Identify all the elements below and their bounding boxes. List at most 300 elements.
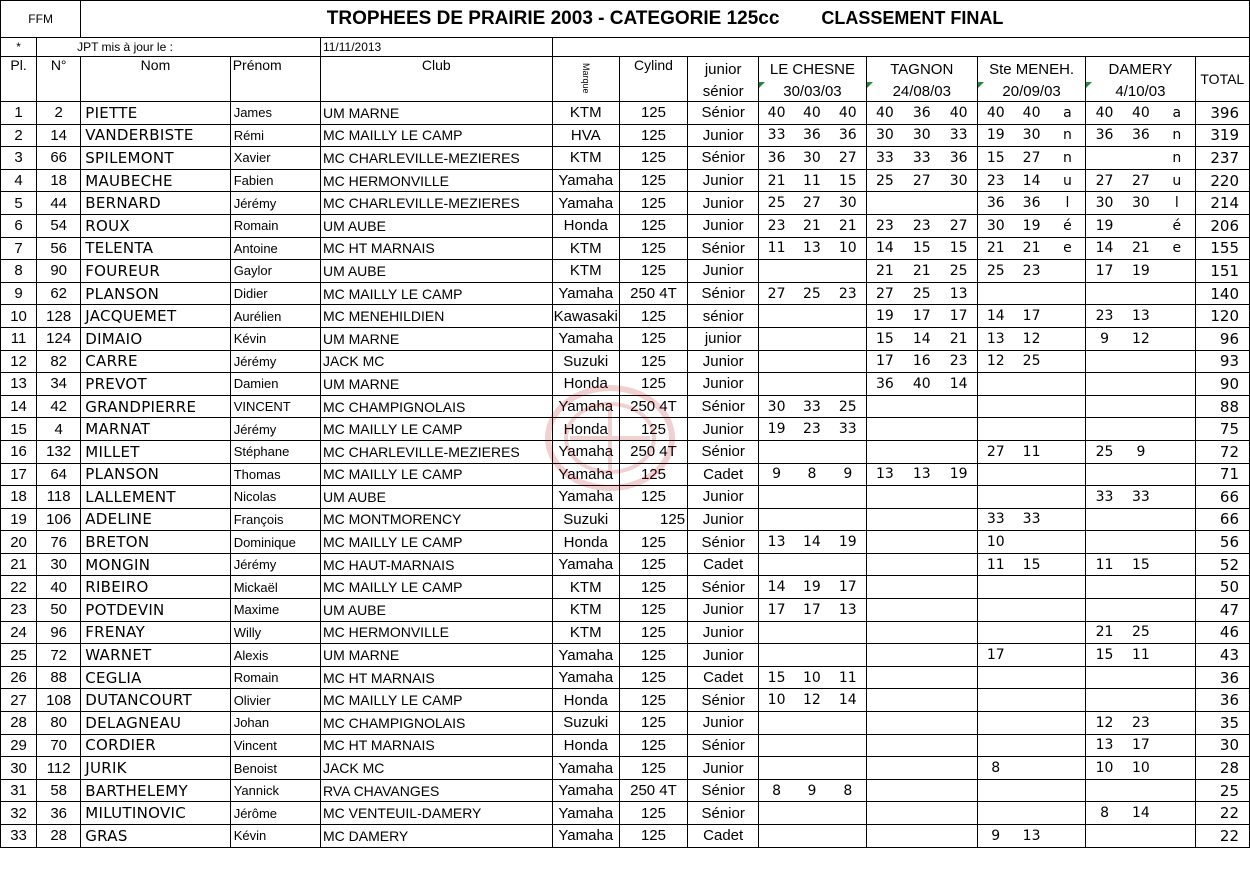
- cell-score-e4-m3: [1159, 712, 1195, 735]
- cell-score-e3-m2: [1014, 576, 1050, 599]
- cell-score-e2-m2: [903, 553, 940, 576]
- cell-cylind: 125: [619, 757, 687, 780]
- cell-place: 18: [1, 486, 37, 509]
- cell-score-e4-m1: [1086, 373, 1123, 396]
- cell-number: 62: [37, 282, 81, 305]
- cell-score-e4-m2: 14: [1123, 802, 1159, 825]
- cell-place: 27: [1, 689, 37, 712]
- cell-score-e3-m1: 23: [977, 169, 1013, 192]
- cell-marque: KTM: [552, 260, 619, 283]
- cell-score-e2-m2: [903, 576, 940, 599]
- cell-score-e2-m3: 36: [940, 147, 977, 170]
- cell-score-e4-m2: [1123, 214, 1159, 237]
- cell-score-e1-m2: 17: [794, 599, 830, 622]
- cell-score-e2-m2: [903, 644, 940, 667]
- cell-score-e2-m1: 30: [866, 124, 903, 147]
- cell-score-e2-m3: 17: [940, 305, 977, 328]
- event-1-name: LE CHESNE: [759, 57, 866, 83]
- cell-number: 14: [37, 124, 81, 147]
- cell-cylind: 125: [619, 825, 687, 848]
- cell-score-e1-m3: [830, 486, 866, 509]
- cell-score-e2-m3: 23: [940, 350, 977, 373]
- cell-score-e1-m1: [759, 802, 794, 825]
- cell-club: MC DAMERY: [320, 825, 552, 848]
- cell-score-e3-m1: [977, 734, 1013, 757]
- cell-total: 22: [1195, 825, 1249, 848]
- cell-category: Sénior: [688, 779, 759, 802]
- cell-number: 124: [37, 327, 81, 350]
- cell-score-e3-m3: [1050, 576, 1086, 599]
- cell-marque: KTM: [552, 621, 619, 644]
- cell-score-e2-m3: [940, 825, 977, 848]
- table-row: [1, 237, 1250, 260]
- cell-score-e2-m1: [866, 486, 903, 509]
- cell-score-e2-m1: [866, 553, 903, 576]
- cell-category: Junior: [688, 621, 759, 644]
- cell-prenom: Nicolas: [230, 486, 320, 509]
- cell-marque: Yamaha: [552, 440, 619, 463]
- cell-total: 35: [1195, 712, 1249, 735]
- cell-score-e4-m2: [1123, 508, 1159, 531]
- cell-score-e1-m1: 23: [759, 214, 794, 237]
- cell-place: 21: [1, 553, 37, 576]
- cell-cylind: 125: [619, 508, 687, 531]
- cell-prenom: Romain: [230, 666, 320, 689]
- cell-place: 30: [1, 757, 37, 780]
- cell-score-e1-m1: [759, 712, 794, 735]
- cell-score-e3-m1: 12: [977, 350, 1013, 373]
- cell-score-e3-m2: [1014, 531, 1050, 554]
- cell-score-e1-m2: 10: [794, 666, 830, 689]
- cell-total: 319: [1195, 124, 1249, 147]
- cell-score-e3-m1: [977, 599, 1013, 622]
- cell-score-e1-m1: [759, 757, 794, 780]
- cell-score-e3-m2: [1014, 689, 1050, 712]
- cell-score-e1-m1: 27: [759, 282, 794, 305]
- cell-score-e1-m2: 23: [794, 418, 830, 441]
- cell-score-e3-m2: [1014, 802, 1050, 825]
- cell-place: 33: [1, 825, 37, 848]
- cell-score-e2-m2: 40: [903, 373, 940, 396]
- cell-club: MC MENEHILDIEN: [320, 305, 552, 328]
- cell-score-e1-m3: [830, 712, 866, 735]
- cell-score-e2-m3: 30: [940, 169, 977, 192]
- cell-score-e4-m2: [1123, 373, 1159, 396]
- cell-score-e1-m3: 9: [830, 463, 866, 486]
- cell-score-e1-m2: 36: [794, 124, 830, 147]
- cell-score-e4-m1: [1086, 508, 1123, 531]
- cell-score-e2-m1: 21: [866, 260, 903, 283]
- cell-score-e1-m2: 14: [794, 531, 830, 554]
- cell-score-e3-m1: [977, 621, 1013, 644]
- cell-score-e3-m3: [1050, 553, 1086, 576]
- cell-nom: TELENTA: [81, 237, 230, 260]
- cell-club: MC CHARLEVILLE-MEZIERES: [320, 440, 552, 463]
- cell-club: UM AUBE: [320, 260, 552, 283]
- cell-score-e4-m1: 12: [1086, 712, 1123, 735]
- cell-score-e2-m2: 30: [903, 124, 940, 147]
- cell-score-e3-m2: 12: [1014, 327, 1050, 350]
- cell-total: 36: [1195, 689, 1249, 712]
- cell-total: 47: [1195, 599, 1249, 622]
- cell-score-e4-m2: [1123, 282, 1159, 305]
- cell-score-e1-m3: 19: [830, 531, 866, 554]
- cell-score-e1-m3: [830, 553, 866, 576]
- cell-cylind: 250 4T: [619, 440, 687, 463]
- cell-score-e3-m3: [1050, 440, 1086, 463]
- cell-score-e1-m1: 9: [759, 463, 794, 486]
- cell-score-e2-m3: [940, 802, 977, 825]
- cell-score-e4-m2: 33: [1123, 486, 1159, 509]
- cell-club: UM AUBE: [320, 214, 552, 237]
- cell-score-e3-m1: 27: [977, 440, 1013, 463]
- cell-club: MC MAILLY LE CAMP: [320, 689, 552, 712]
- cell-score-e4-m1: 19: [1086, 214, 1123, 237]
- cell-prenom: Didier: [230, 282, 320, 305]
- cell-score-e3-m3: [1050, 757, 1086, 780]
- cell-score-e4-m1: 33: [1086, 486, 1123, 509]
- cell-score-e3-m2: [1014, 486, 1050, 509]
- cell-score-e2-m2: [903, 734, 940, 757]
- cell-score-e2-m2: [903, 621, 940, 644]
- cell-score-e4-m1: [1086, 576, 1123, 599]
- cell-score-e2-m2: 27: [903, 169, 940, 192]
- cell-total: 96: [1195, 327, 1249, 350]
- cell-cylind: 125: [619, 147, 687, 170]
- cell-total: 396: [1195, 102, 1249, 125]
- cell-score-e1-m2: 40: [794, 102, 830, 125]
- cell-score-e4-m3: [1159, 508, 1195, 531]
- cell-score-e2-m3: [940, 576, 977, 599]
- cell-cylind: 125: [619, 169, 687, 192]
- cell-place: 6: [1, 214, 37, 237]
- cell-nom: CORDIER: [81, 734, 230, 757]
- cell-total: 30: [1195, 734, 1249, 757]
- cell-score-e3-m3: [1050, 418, 1086, 441]
- cell-club: JACK MC: [320, 350, 552, 373]
- cell-score-e3-m2: [1014, 757, 1050, 780]
- cell-score-e3-m2: 19: [1014, 214, 1050, 237]
- cell-place: 17: [1, 463, 37, 486]
- cell-club: MC MAILLY LE CAMP: [320, 531, 552, 554]
- cell-score-e2-m2: [903, 825, 940, 848]
- jpt-label: JPT mis à jour le :: [37, 38, 321, 57]
- cell-total: 151: [1195, 260, 1249, 283]
- table-row: [1, 463, 1250, 486]
- cell-score-e4-m3: [1159, 576, 1195, 599]
- cell-category: Sénior: [688, 576, 759, 599]
- cell-number: 96: [37, 621, 81, 644]
- cell-score-e3-m1: [977, 802, 1013, 825]
- cell-club: MC HERMONVILLE: [320, 621, 552, 644]
- cell-club: UM MARNE: [320, 644, 552, 667]
- cell-nom: JACQUEMET: [81, 305, 230, 328]
- cell-score-e4-m2: 25: [1123, 621, 1159, 644]
- cell-place: 16: [1, 440, 37, 463]
- cell-score-e4-m2: 11: [1123, 644, 1159, 667]
- cell-score-e2-m1: [866, 757, 903, 780]
- table-row: [1, 712, 1250, 735]
- cell-cylind: 125: [619, 486, 687, 509]
- cell-cylind: 125: [619, 418, 687, 441]
- cell-score-e2-m3: [940, 621, 977, 644]
- cell-score-e1-m2: 25: [794, 282, 830, 305]
- cell-cylind: 125: [619, 350, 687, 373]
- cell-total: 52: [1195, 553, 1249, 576]
- cell-score-e1-m1: [759, 327, 794, 350]
- cell-score-e1-m1: 40: [759, 102, 794, 125]
- cell-score-e3-m2: [1014, 779, 1050, 802]
- cell-score-e3-m2: 14: [1014, 169, 1050, 192]
- cell-score-e4-m3: [1159, 734, 1195, 757]
- cell-score-e3-m3: [1050, 508, 1086, 531]
- cell-score-e1-m3: [830, 802, 866, 825]
- cell-club: MC MAILLY LE CAMP: [320, 282, 552, 305]
- cell-category: Sénior: [688, 102, 759, 125]
- cell-score-e1-m3: 23: [830, 282, 866, 305]
- cell-score-e2-m1: [866, 192, 903, 215]
- table-row: [1, 192, 1250, 215]
- cell-category: Junior: [688, 486, 759, 509]
- cell-score-e4-m1: 14: [1086, 237, 1123, 260]
- cell-score-e3-m2: [1014, 418, 1050, 441]
- cell-score-e1-m1: 15: [759, 666, 794, 689]
- cell-number: 58: [37, 779, 81, 802]
- cell-nom: RIBEIRO: [81, 576, 230, 599]
- cell-place: 22: [1, 576, 37, 599]
- cell-place: 24: [1, 621, 37, 644]
- cell-marque: Yamaha: [552, 802, 619, 825]
- cell-number: 30: [37, 553, 81, 576]
- cell-score-e1-m2: 27: [794, 192, 830, 215]
- cell-score-e3-m1: 30: [977, 214, 1013, 237]
- event-1-date: 30/03/03: [759, 82, 866, 102]
- cell-score-e1-m2: [794, 734, 830, 757]
- cell-number: 118: [37, 486, 81, 509]
- cell-prenom: Benoist: [230, 757, 320, 780]
- cell-score-e2-m2: 33: [903, 147, 940, 170]
- cell-nom: JURIK: [81, 757, 230, 780]
- cell-cylind: 125: [619, 102, 687, 125]
- cell-score-e4-m2: 9: [1123, 440, 1159, 463]
- cell-score-e3-m2: [1014, 463, 1050, 486]
- cell-score-e2-m3: [940, 644, 977, 667]
- cell-prenom: Aurélien: [230, 305, 320, 328]
- cell-club: MC CHAMPIGNOLAIS: [320, 395, 552, 418]
- cell-score-e4-m3: [1159, 440, 1195, 463]
- cell-score-e2-m2: [903, 486, 940, 509]
- cell-marque: Honda: [552, 531, 619, 554]
- cell-prenom: Olivier: [230, 689, 320, 712]
- col-total: TOTAL: [1195, 57, 1249, 102]
- cell-score-e2-m2: [903, 508, 940, 531]
- cell-score-e3-m3: [1050, 531, 1086, 554]
- cell-place: 4: [1, 169, 37, 192]
- cell-score-e3-m1: [977, 373, 1013, 396]
- cell-nom: ADELINE: [81, 508, 230, 531]
- cell-number: 108: [37, 689, 81, 712]
- table-row: [1, 214, 1250, 237]
- cell-score-e2-m3: [940, 192, 977, 215]
- cell-score-e2-m2: 25: [903, 282, 940, 305]
- cell-score-e1-m2: [794, 305, 830, 328]
- cell-score-e3-m2: [1014, 395, 1050, 418]
- cell-score-e4-m1: 10: [1086, 757, 1123, 780]
- cell-total: 36: [1195, 666, 1249, 689]
- cell-total: 155: [1195, 237, 1249, 260]
- cell-cylind: 125: [619, 237, 687, 260]
- cell-cylind: 125: [619, 553, 687, 576]
- table-row: [1, 395, 1250, 418]
- cell-score-e2-m2: 17: [903, 305, 940, 328]
- cell-marque: KTM: [552, 102, 619, 125]
- cell-total: 22: [1195, 802, 1249, 825]
- cell-score-e4-m2: [1123, 825, 1159, 848]
- cell-marque: Yamaha: [552, 327, 619, 350]
- cell-club: MC CHARLEVILLE-MEZIERES: [320, 147, 552, 170]
- event-2-date: 24/08/03: [866, 82, 977, 102]
- cell-total: 120: [1195, 305, 1249, 328]
- cell-score-e3-m1: 14: [977, 305, 1013, 328]
- cell-place: 29: [1, 734, 37, 757]
- cell-score-e3-m2: 40: [1014, 102, 1050, 125]
- cell-total: 75: [1195, 418, 1249, 441]
- cell-score-e2-m1: 33: [866, 147, 903, 170]
- table-row: [1, 802, 1250, 825]
- cell-score-e3-m3: é: [1050, 214, 1086, 237]
- cell-score-e2-m1: [866, 621, 903, 644]
- cell-total: 90: [1195, 373, 1249, 396]
- cell-total: 46: [1195, 621, 1249, 644]
- cell-score-e3-m3: [1050, 463, 1086, 486]
- cell-place: 26: [1, 666, 37, 689]
- cell-score-e1-m2: [794, 802, 830, 825]
- cell-number: 2: [37, 102, 81, 125]
- cell-marque: Yamaha: [552, 757, 619, 780]
- cell-score-e1-m1: [759, 350, 794, 373]
- cell-place: 23: [1, 599, 37, 622]
- cell-score-e2-m1: [866, 689, 903, 712]
- cell-prenom: Johan: [230, 712, 320, 735]
- cell-category: Cadet: [688, 666, 759, 689]
- cell-number: 88: [37, 666, 81, 689]
- cell-score-e4-m1: 15: [1086, 644, 1123, 667]
- cell-total: 50: [1195, 576, 1249, 599]
- cell-club: MC HERMONVILLE: [320, 169, 552, 192]
- cell-prenom: Alexis: [230, 644, 320, 667]
- cell-score-e2-m1: [866, 395, 903, 418]
- table-row: [1, 576, 1250, 599]
- table-row: [1, 825, 1250, 848]
- cell-score-e3-m2: [1014, 644, 1050, 667]
- cell-category: Sénior: [688, 147, 759, 170]
- cell-number: 80: [37, 712, 81, 735]
- cell-total: 72: [1195, 440, 1249, 463]
- table-row: [1, 350, 1250, 373]
- cell-score-e1-m2: 8: [794, 463, 830, 486]
- cell-score-e4-m3: [1159, 463, 1195, 486]
- cell-club: MC HT MARNAIS: [320, 734, 552, 757]
- cell-score-e2-m1: 36: [866, 373, 903, 396]
- cell-number: 18: [37, 169, 81, 192]
- cell-score-e3-m2: 27: [1014, 147, 1050, 170]
- cell-place: 14: [1, 395, 37, 418]
- cell-club: UM MARNE: [320, 373, 552, 396]
- cell-score-e2-m3: 33: [940, 124, 977, 147]
- cell-score-e3-m1: 36: [977, 192, 1013, 215]
- cell-score-e2-m3: [940, 734, 977, 757]
- cell-score-e3-m3: [1050, 712, 1086, 735]
- cell-score-e2-m3: 19: [940, 463, 977, 486]
- cell-nom: MILLET: [81, 440, 230, 463]
- cell-category: Sénior: [688, 802, 759, 825]
- cell-category: Sénior: [688, 734, 759, 757]
- cell-prenom: Jérémy: [230, 553, 320, 576]
- cell-score-e3-m1: 8: [977, 757, 1013, 780]
- cell-score-e2-m1: 14: [866, 237, 903, 260]
- cell-score-e2-m2: 15: [903, 237, 940, 260]
- cell-prenom: Kévin: [230, 825, 320, 848]
- cell-score-e3-m1: [977, 282, 1013, 305]
- cell-score-e4-m1: 27: [1086, 169, 1123, 192]
- cell-nom: FOUREUR: [81, 260, 230, 283]
- cell-score-e1-m3: 8: [830, 779, 866, 802]
- table-row: [1, 757, 1250, 780]
- cell-score-e1-m2: [794, 553, 830, 576]
- cell-score-e1-m3: [830, 508, 866, 531]
- cell-place: 13: [1, 373, 37, 396]
- cell-marque: Yamaha: [552, 282, 619, 305]
- cell-score-e2-m2: 36: [903, 102, 940, 125]
- cell-marque: KTM: [552, 147, 619, 170]
- cell-score-e1-m1: [759, 440, 794, 463]
- cell-score-e3-m1: 21: [977, 237, 1013, 260]
- cell-score-e1-m3: 10: [830, 237, 866, 260]
- cell-marque: Yamaha: [552, 825, 619, 848]
- cell-score-e2-m3: 40: [940, 102, 977, 125]
- cell-score-e2-m1: 19: [866, 305, 903, 328]
- cell-score-e1-m1: [759, 260, 794, 283]
- cell-score-e4-m3: [1159, 350, 1195, 373]
- cell-club: MC MAILLY LE CAMP: [320, 124, 552, 147]
- cell-total: 140: [1195, 282, 1249, 305]
- table-row: [1, 418, 1250, 441]
- cell-score-e3-m2: 11: [1014, 440, 1050, 463]
- cell-nom: MAUBECHE: [81, 169, 230, 192]
- cell-nom: GRANDPIERRE: [81, 395, 230, 418]
- cell-score-e2-m3: [940, 440, 977, 463]
- table-row: [1, 734, 1250, 757]
- cell-score-e1-m2: 13: [794, 237, 830, 260]
- cell-score-e1-m3: 15: [830, 169, 866, 192]
- cell-score-e4-m3: [1159, 802, 1195, 825]
- cell-score-e3-m2: 17: [1014, 305, 1050, 328]
- cell-nom: FRENAY: [81, 621, 230, 644]
- cell-place: 1: [1, 102, 37, 125]
- cell-prenom: Kévin: [230, 327, 320, 350]
- cell-score-e3-m3: [1050, 779, 1086, 802]
- cell-score-e2-m2: [903, 689, 940, 712]
- cell-nom: ROUX: [81, 214, 230, 237]
- cell-score-e3-m3: [1050, 599, 1086, 622]
- cell-score-e3-m3: u: [1050, 169, 1086, 192]
- cell-score-e3-m2: [1014, 373, 1050, 396]
- table-row: [1, 102, 1250, 125]
- cell-prenom: Willy: [230, 621, 320, 644]
- cell-prenom: Stéphane: [230, 440, 320, 463]
- cell-score-e3-m1: [977, 576, 1013, 599]
- cell-score-e2-m2: [903, 666, 940, 689]
